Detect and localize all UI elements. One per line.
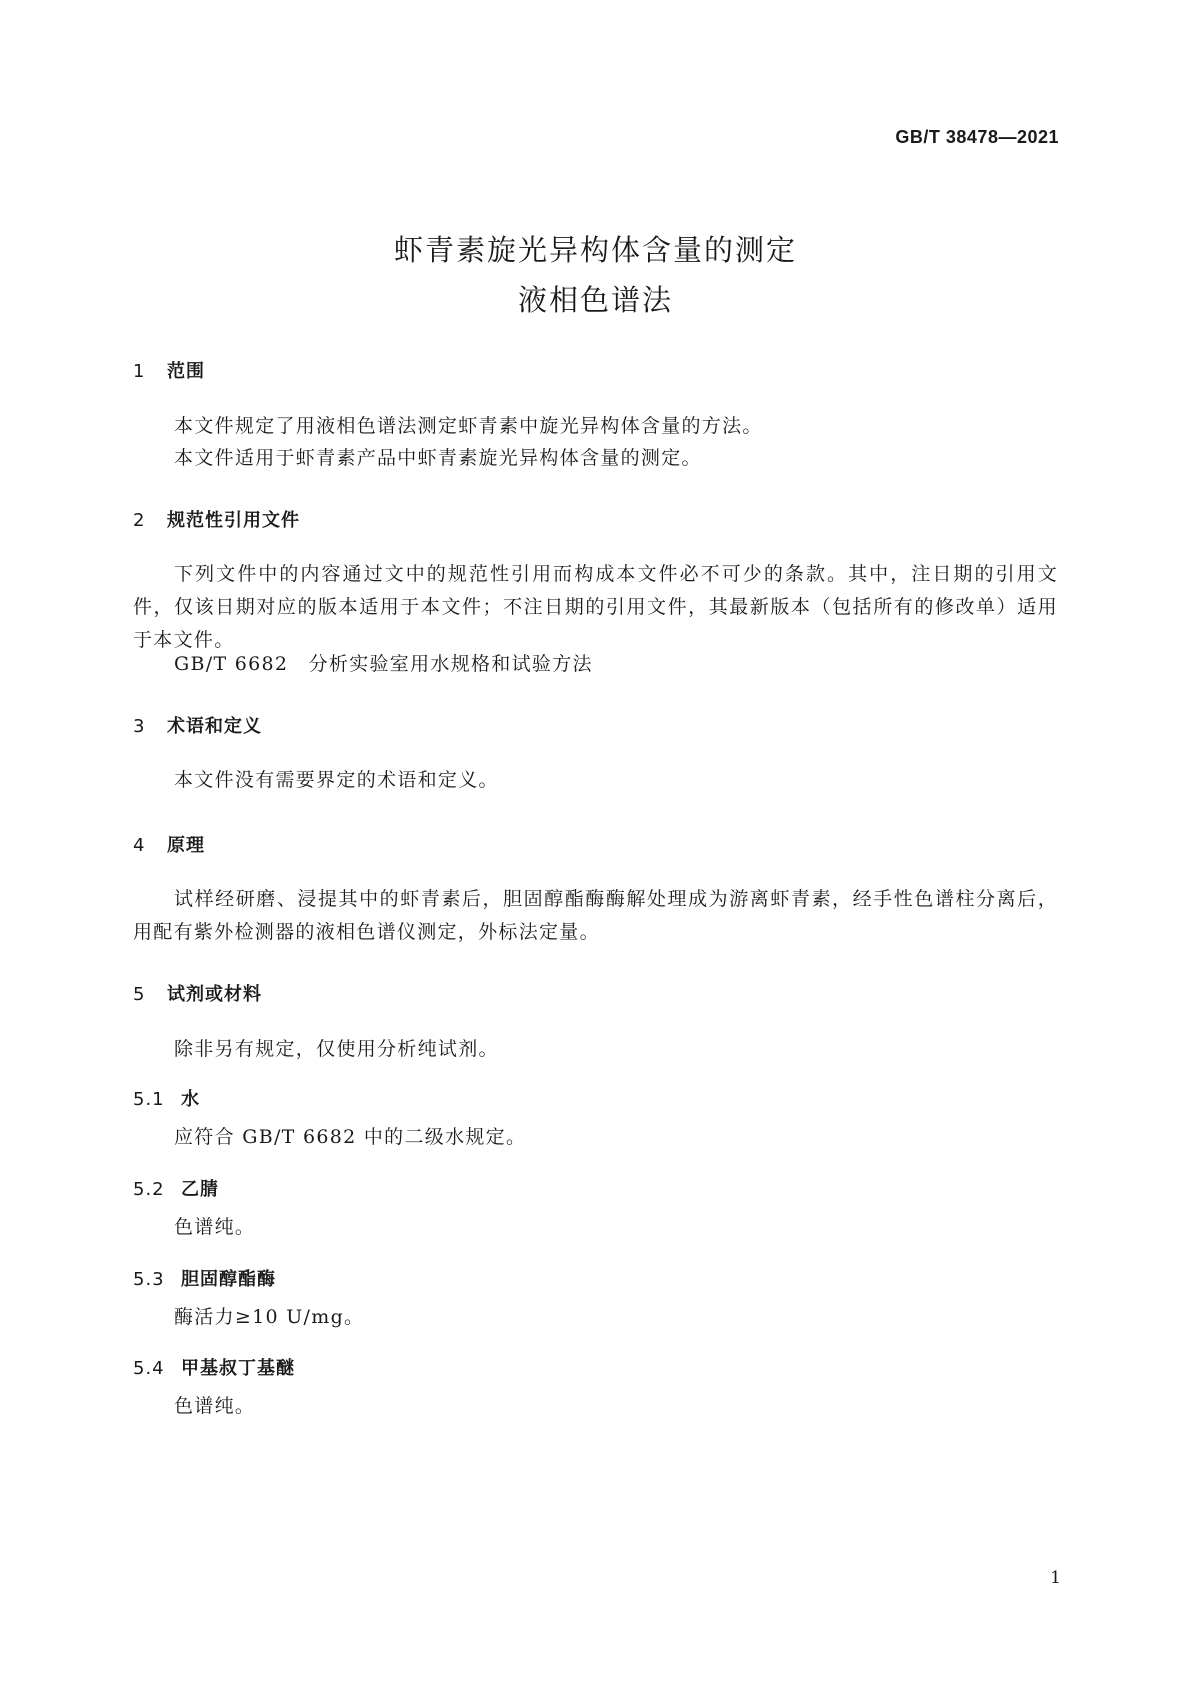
section-number: 4 [133, 835, 146, 856]
paragraph: 色谱纯。 [174, 1395, 256, 1417]
section-heading [133, 712, 262, 738]
subsection-number: 5.1 [133, 1089, 165, 1110]
subsection-heading [133, 1175, 219, 1201]
subsection-number: 5.3 [133, 1269, 165, 1290]
page-number: 1 [1050, 1568, 1061, 1588]
section-title: 术语和定义 [167, 716, 262, 737]
section-number: 5 [133, 984, 146, 1005]
subsection-number: 5.2 [133, 1179, 165, 1200]
subsection-title: 甲基叔丁基醚 [181, 1358, 295, 1379]
document-subtitle: 液相色谱法 [517, 283, 673, 317]
normative-reference: GB/T 6682 分析实验室用水规格和试验方法 [174, 653, 593, 675]
section-heading [133, 831, 205, 857]
subsection-title: 水 [181, 1089, 200, 1110]
document-title: 虾青素旋光异构体含量的测定 [393, 233, 797, 267]
section-number: 2 [133, 510, 146, 531]
section-title: 试剂或材料 [167, 984, 262, 1005]
section-title: 规范性引用文件 [167, 510, 300, 531]
section-number: 1 [133, 361, 146, 382]
paragraph: 下列文件中的内容通过文中的规范性引用而构成本文件必不可少的条款。其中，注日期的引用文件，仅该日期对应的版本适用于本文件；不注日期的引用文件，其最新版本（包括所有的修改单）适用于本文件。 [133, 563, 1058, 651]
subsection-title: 乙腈 [181, 1179, 219, 1200]
subsection-number: 5.4 [133, 1358, 165, 1379]
standard-number: GB/T 38478—2021 [895, 127, 1059, 147]
section-number: 3 [133, 716, 146, 737]
subsection-heading [133, 1354, 295, 1380]
paragraph: 酶活力≥10 U/mg。 [174, 1306, 365, 1328]
subsection-title: 胆固醇酯酶 [181, 1269, 276, 1290]
paragraph: 除非另有规定，仅使用分析纯试剂。 [174, 1038, 499, 1060]
paragraph: 应符合 GB/T 6682 中的二级水规定。 [174, 1126, 527, 1148]
paragraph: 本文件规定了用液相色谱法测定虾青素中旋光异构体含量的方法。 [174, 415, 763, 437]
section-title: 原理 [167, 835, 205, 856]
section-heading [133, 506, 300, 532]
section-heading [133, 357, 205, 383]
paragraph: 试样经研磨、浸提其中的虾青素后，胆固醇酯酶酶解处理成为游离虾青素，经手性色谱柱分离后，用配有紫外检测器的液相色谱仪测定，外标法定量。 [133, 888, 1058, 943]
paragraph: 本文件没有需要界定的术语和定义。 [174, 769, 499, 791]
subsection-heading [133, 1085, 200, 1111]
subsection-heading [133, 1265, 276, 1291]
section-heading [133, 980, 262, 1006]
section-title: 范围 [167, 361, 205, 382]
paragraph: 色谱纯。 [174, 1216, 256, 1238]
paragraph: 本文件适用于虾青素产品中虾青素旋光异构体含量的测定。 [174, 447, 702, 469]
